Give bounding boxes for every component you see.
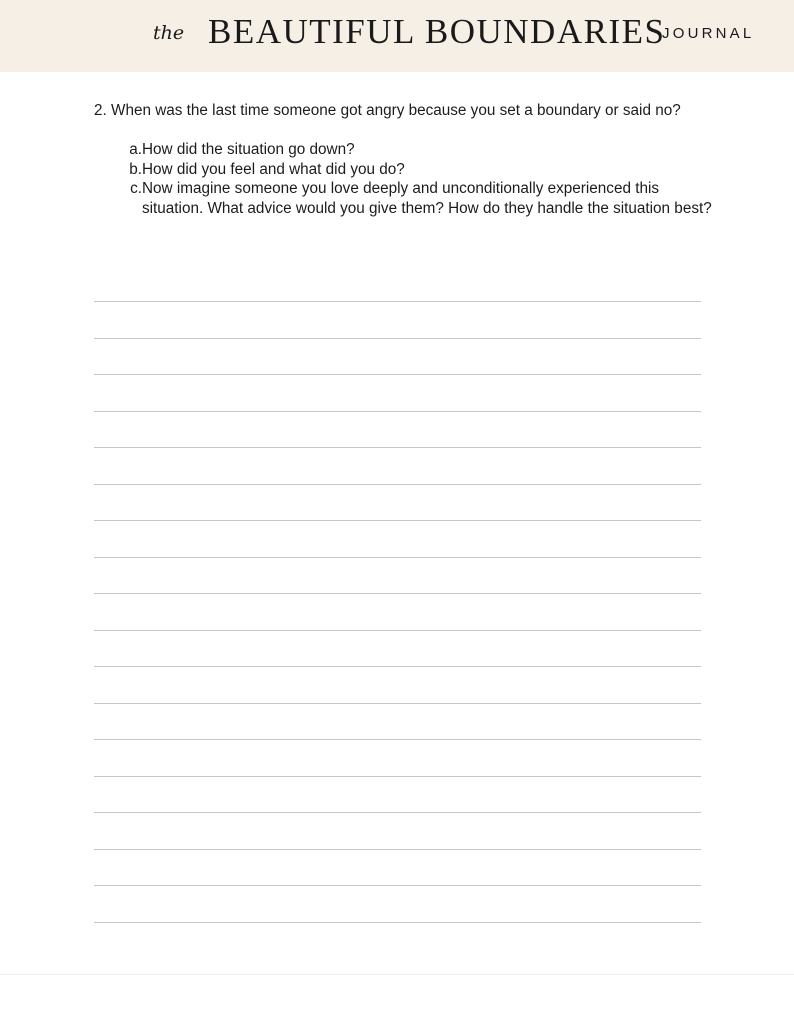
writing-line[interactable] — [94, 411, 701, 412]
writing-area[interactable] — [94, 0, 701, 1028]
question-prompt: 2. When was the last time someone got angry because you set a boundary or said no? — [94, 102, 681, 119]
writing-line[interactable] — [94, 484, 701, 485]
writing-line[interactable] — [94, 776, 701, 777]
writing-line[interactable] — [94, 666, 701, 667]
writing-line[interactable] — [94, 520, 701, 521]
footer-divider — [0, 974, 794, 975]
writing-line[interactable] — [94, 812, 701, 813]
subquestion-marker: c. — [130, 180, 142, 197]
subquestion-text: Now imagine someone you love deeply and unconditionally experienced this situation. What advice would you give them? How do they handle the situation best? — [142, 180, 712, 217]
subquestion-text: How did you feel and what did you do? — [142, 160, 405, 178]
writing-line[interactable] — [94, 374, 701, 375]
writing-line[interactable] — [94, 739, 701, 740]
writing-line[interactable] — [94, 447, 701, 448]
writing-line[interactable] — [94, 593, 701, 594]
brand-journal: JOURNAL — [662, 25, 755, 42]
subquestion-marker: a. — [129, 141, 142, 158]
writing-line[interactable] — [94, 885, 701, 886]
brand-title: BEAUTIFUL BOUNDARIES — [208, 12, 666, 51]
subquestion-text: How did the situation go down? — [142, 141, 355, 158]
subquestion-marker: b. — [129, 160, 142, 178]
writing-line[interactable] — [94, 630, 701, 631]
writing-line[interactable] — [94, 849, 701, 850]
brand-the: the — [153, 22, 185, 44]
writing-line[interactable] — [94, 557, 701, 558]
writing-line[interactable] — [94, 703, 701, 704]
writing-line[interactable] — [94, 301, 701, 302]
writing-line[interactable] — [94, 338, 701, 339]
writing-line[interactable] — [94, 922, 701, 923]
